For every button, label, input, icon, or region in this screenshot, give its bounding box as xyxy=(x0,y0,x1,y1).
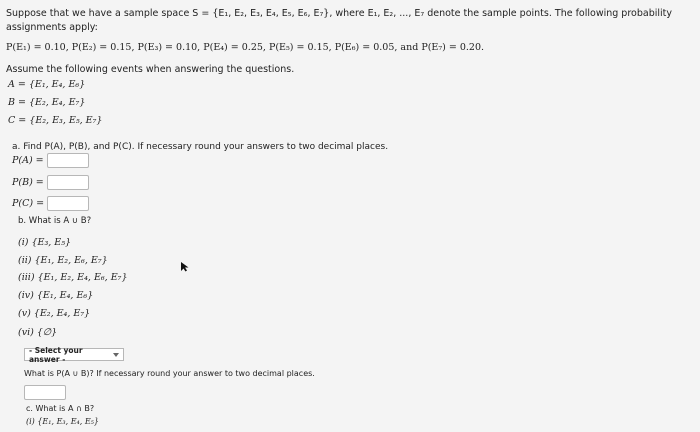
part-b-followup xyxy=(24,369,315,378)
pa-label: P(A) = xyxy=(12,155,44,166)
part-b-option-ii xyxy=(18,255,108,266)
answer-select[interactable] xyxy=(24,345,124,364)
pc-label: P(C) = xyxy=(12,198,45,209)
mouse-cursor-icon xyxy=(181,262,189,270)
option-iv-text: (iv) {E₁, E₄, E₆} xyxy=(18,290,94,301)
option-iii-text: (iii) {E₁, E₂, E₄, E₆, E₇} xyxy=(18,272,128,283)
probabilities-line xyxy=(6,42,484,53)
option-v-text: (v) {E₂, E₄, E₇} xyxy=(18,308,91,319)
part-a-row-3 xyxy=(12,196,89,211)
part-c-option-i xyxy=(26,417,99,426)
chevron-down-icon xyxy=(113,353,119,357)
event-B xyxy=(8,97,85,108)
part-a-prompt xyxy=(12,142,388,152)
followup-text: What is P(A ∪ B)? If necessary round your answer to two decimal places. xyxy=(24,369,315,378)
part-a-prompt-text: a. Find P(A), P(B), and P(C). If necessary round your answers to two decimal places. xyxy=(12,142,389,152)
events-intro-text: Assume the following events when answering the questions. xyxy=(6,64,295,75)
option-ii-text: (ii) {E₁, E₂, E₆, E₇} xyxy=(18,255,108,266)
part-c-prompt xyxy=(26,404,94,413)
part-b-option-iii xyxy=(18,272,128,283)
pab-input[interactable] xyxy=(24,385,66,400)
pc-input[interactable] xyxy=(47,196,89,211)
option-i-text: (i) {E₃, E₅} xyxy=(18,237,72,248)
events-intro-line xyxy=(6,64,294,75)
event-C-text: C = {E₂, E₃, E₅, E₇} xyxy=(8,115,103,126)
part-b-prompt xyxy=(18,216,91,226)
part-a-row-1 xyxy=(12,153,89,168)
pb-label: P(B) = xyxy=(12,177,44,188)
event-C xyxy=(8,115,102,126)
part-b-option-vi xyxy=(18,327,57,338)
event-A xyxy=(8,79,85,90)
intro-text: Suppose that we have a sample space S = {E₁, E₂, E₃, E₄, E₅, E₆, E₇}, where E₁, E₂, ..., E₇ denote the sample points. The following probability assignments apply: xyxy=(6,8,672,33)
pa-input[interactable] xyxy=(47,153,89,168)
event-A-text: A = {E₁, E₄, E₆} xyxy=(8,79,86,90)
event-B-text: B = {E₂, E₄, E₇} xyxy=(8,97,86,108)
part-b-option-i xyxy=(18,237,71,248)
part-a-row-2 xyxy=(12,175,89,190)
part-c-option-i-text: (i) {E₁, E₃, E₄, E₅} xyxy=(26,417,99,426)
intro-line-1 xyxy=(6,7,696,35)
select-placeholder: - Select your answer - xyxy=(29,345,83,364)
part-b-option-v xyxy=(18,308,90,319)
part-c-prompt-text: c. What is A ∩ B? xyxy=(26,404,95,413)
part-b-prompt-text: b. What is A ∪ B? xyxy=(18,216,92,226)
option-vi-text: (vi) {∅} xyxy=(18,327,58,338)
probabilities-text: P(E₁) = 0.10, P(E₂) = 0.15, P(E₃) = 0.10, P(E₄) = 0.25, P(E₅) = 0.15, P(E₆) = 0.05, and P(E₇) = 0.20. xyxy=(6,42,485,53)
pb-input[interactable] xyxy=(47,175,89,190)
left-gutter-marker xyxy=(0,168,6,176)
part-b-option-iv xyxy=(18,290,93,301)
